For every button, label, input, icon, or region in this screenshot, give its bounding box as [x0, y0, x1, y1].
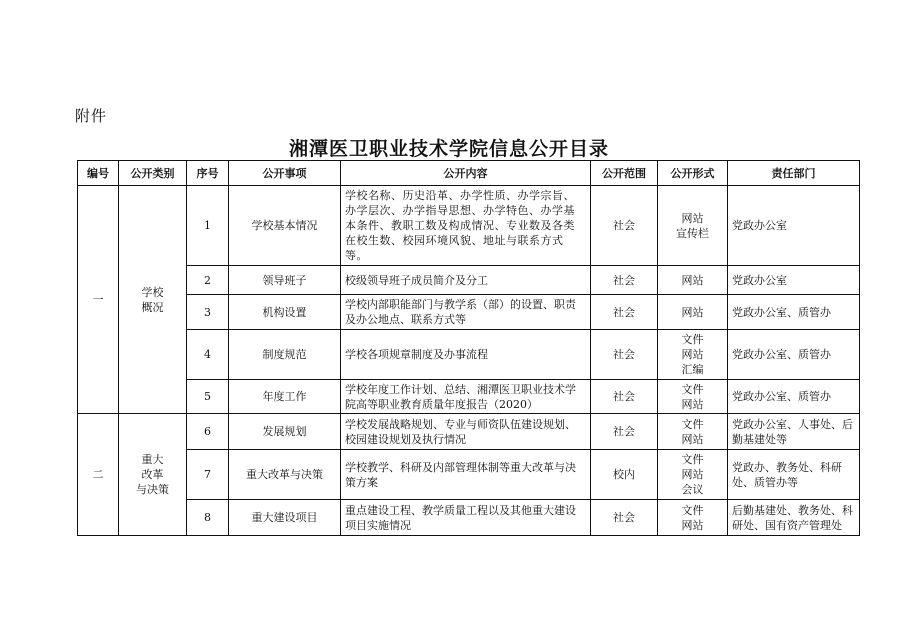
row-seq: 6 — [187, 414, 229, 450]
table-row — [78, 295, 860, 330]
row-content: 学校各项规章制度及办事流程 — [341, 330, 591, 380]
row-content: 校级领导班子成员简介及分工 — [341, 266, 591, 295]
row-form: 文件 网站 — [658, 380, 728, 414]
row-item: 重大改革与决策 — [229, 450, 341, 500]
row-form: 文件 网站 — [658, 414, 728, 450]
row-item: 重大建设项目 — [229, 500, 341, 536]
group-number: 一 — [78, 186, 119, 414]
row-content: 学校教学、科研及内部管理体制等重大改革与决策方案 — [341, 450, 591, 500]
row-form: 网站 宣传栏 — [658, 186, 728, 266]
table-row — [78, 380, 860, 414]
row-form: 文件 网站 — [658, 500, 728, 536]
row-item: 领导班子 — [229, 266, 341, 295]
row-content: 重点建设工程、教学质量工程以及其他重大建设项目实施情况 — [341, 500, 591, 536]
row-seq: 7 — [187, 450, 229, 500]
header-content: 公开内容 — [341, 161, 591, 186]
table-row — [78, 500, 860, 536]
header-form: 公开形式 — [658, 161, 728, 186]
row-seq: 3 — [187, 295, 229, 330]
disclosure-catalog-table — [77, 160, 860, 536]
row-scope: 社会 — [591, 500, 658, 536]
document-title: 湘潭医卫职业技术学院信息公开目录 — [288, 138, 609, 160]
row-content: 学校内部职能部门与教学系（部）的设置、职责及办公地点、联系方式等 — [341, 295, 591, 330]
table-row — [78, 330, 860, 380]
row-content: 学校发展战略规划、专业与师资队伍建设规划、校园建设规划及执行情况 — [341, 414, 591, 450]
row-item: 年度工作 — [229, 380, 341, 414]
table-header-row — [78, 161, 860, 186]
row-department: 党政办公室、质管办 — [728, 380, 860, 414]
row-department: 党政办公室 — [728, 266, 860, 295]
table-row — [78, 450, 860, 500]
header-seq: 序号 — [187, 161, 229, 186]
row-item: 发展规划 — [229, 414, 341, 450]
row-seq: 8 — [187, 500, 229, 536]
row-content: 学校年度工作计划、总结、湘潭医卫职业技术学院高等职业教育质量年度报告（2020） — [341, 380, 591, 414]
table-row — [78, 414, 860, 450]
row-department: 后勤基建处、教务处、科研处、国有资产管理处 — [728, 500, 860, 536]
row-department: 党政办、教务处、科研处、质管办等 — [728, 450, 860, 500]
group-category: 学校 概况 — [119, 186, 187, 414]
row-department: 党政办公室、质管办 — [728, 330, 860, 380]
row-scope: 校内 — [591, 450, 658, 500]
row-scope: 社会 — [591, 380, 658, 414]
row-item: 机构设置 — [229, 295, 341, 330]
row-scope: 社会 — [591, 414, 658, 450]
row-department: 党政办公室、质管办 — [728, 295, 860, 330]
group-category: 重大 改革 与决策 — [119, 414, 187, 536]
annex-label: 附件 — [75, 107, 108, 125]
row-department: 党政办公室 — [728, 186, 860, 266]
row-seq: 4 — [187, 330, 229, 380]
row-scope: 社会 — [591, 330, 658, 380]
row-scope: 社会 — [591, 266, 658, 295]
row-item: 学校基本情况 — [229, 186, 341, 266]
row-seq: 5 — [187, 380, 229, 414]
row-department: 党政办公室、人事处、后勤基建处等 — [728, 414, 860, 450]
row-seq: 2 — [187, 266, 229, 295]
row-content: 学校名称、历史沿革、办学性质、办学宗旨、办学层次、办学指导思想、办学特色、办学基本条件、教职工数及构成情况、专业数及各类在校生数、校园环境风貌、地址与联系方式等。 — [341, 186, 591, 266]
row-scope: 社会 — [591, 186, 658, 266]
header-number: 编号 — [78, 161, 119, 186]
table-row — [78, 186, 860, 266]
header-department: 责任部门 — [728, 161, 860, 186]
row-form: 网站 — [658, 295, 728, 330]
header-category: 公开类别 — [119, 161, 187, 186]
row-item: 制度规范 — [229, 330, 341, 380]
header-scope: 公开范围 — [591, 161, 658, 186]
row-scope: 社会 — [591, 295, 658, 330]
row-form: 文件 网站 汇编 — [658, 330, 728, 380]
row-form: 文件 网站 会议 — [658, 450, 728, 500]
table-row — [78, 266, 860, 295]
row-seq: 1 — [187, 186, 229, 266]
group-number: 二 — [78, 414, 119, 536]
row-form: 网站 — [658, 266, 728, 295]
header-item: 公开事项 — [229, 161, 341, 186]
